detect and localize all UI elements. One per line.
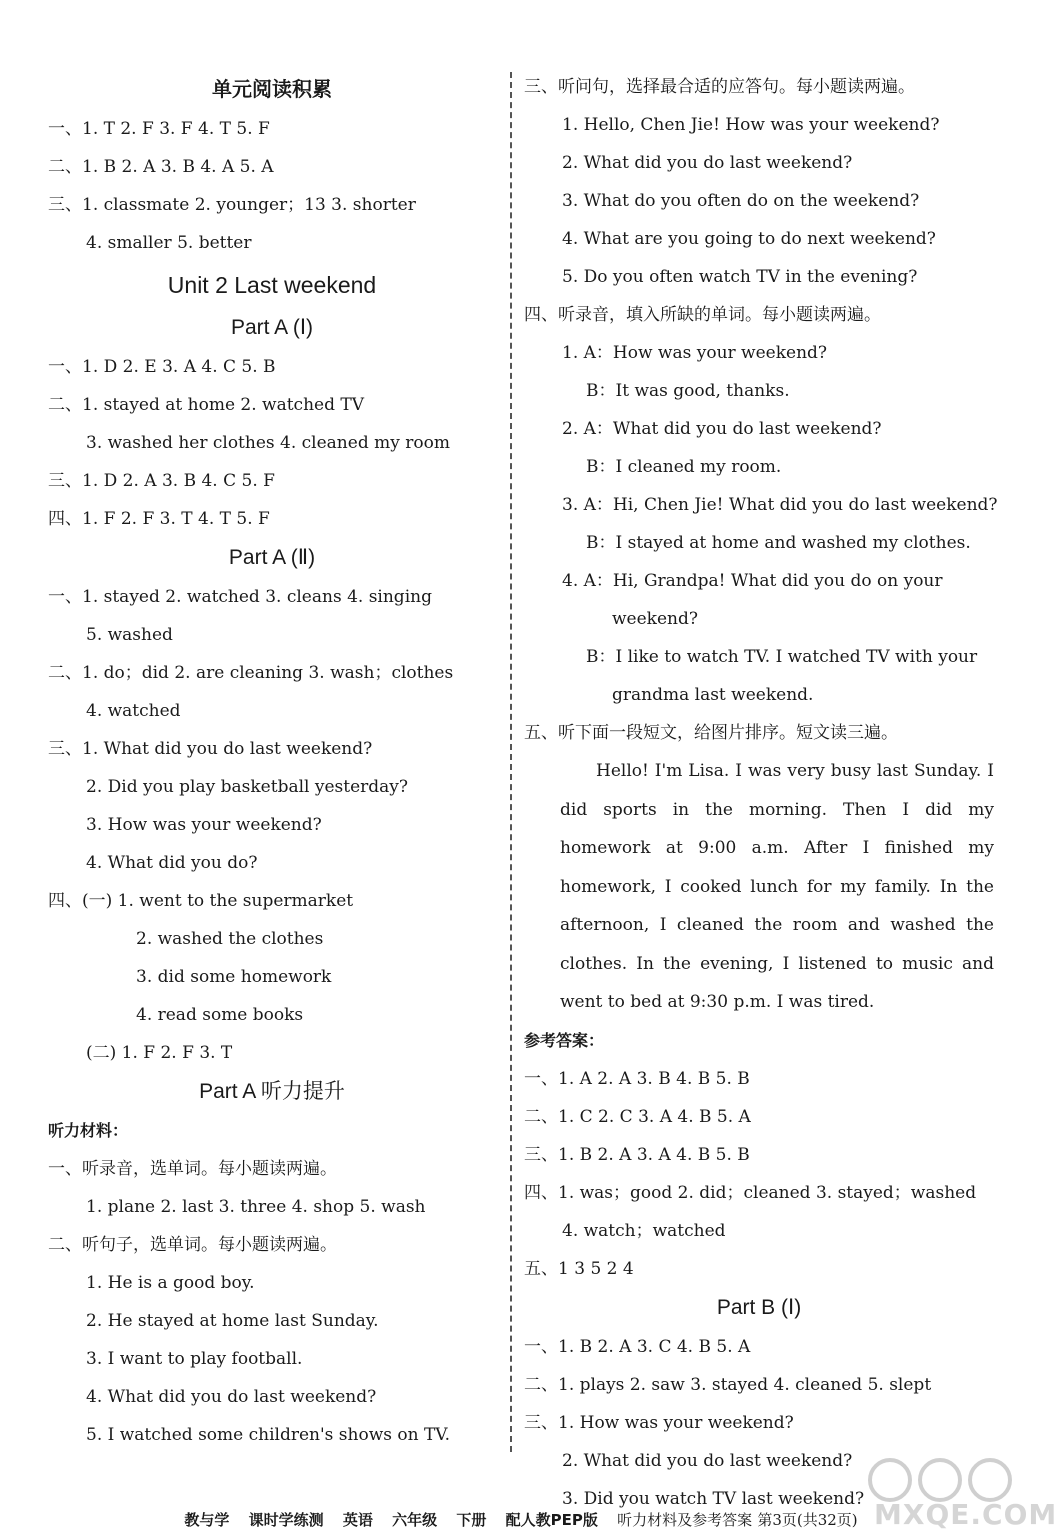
right-column: [524, 68, 998, 1518]
answer-line: 二、1. do；did 2. are cleaning 3. wash；clothes: [48, 663, 454, 683]
question-heading: 一、听录音，选单词。每小题读两遍。: [48, 1159, 337, 1179]
answer-line: 1. plane 2. last 3. three 4. shop 5. wash: [86, 1197, 426, 1217]
footer-section: 听力材料及参考答案: [617, 1511, 753, 1529]
dialog-line: 3. A：Hi, Chen Jie! What did you do last weekend?: [562, 495, 998, 515]
answer-line: 2. What did you do last weekend?: [562, 1450, 853, 1471]
dialog-line: weekend?: [612, 609, 698, 629]
answer-line: 一、1. T 2. F 3. F 4. T 5. F: [48, 119, 270, 139]
footer-subject: 英语: [342, 1511, 373, 1529]
answer-line: 3. washed her clothes 4. cleaned my room: [86, 433, 450, 453]
answer-line: 一、1. stayed 2. watched 3. cleans 4. singing: [48, 587, 432, 607]
answer-line: 一、1. D 2. E 3. A 4. C 5. B: [48, 357, 276, 377]
footer-edition: 配人教PEP版: [505, 1511, 598, 1529]
dialog-line: grandma last weekend.: [612, 685, 814, 705]
footer-series: 课时学练测: [248, 1511, 324, 1529]
answer-line: 2. washed the clothes: [136, 929, 324, 949]
answer-line: 2. What did you do last weekend?: [562, 153, 853, 173]
answer-line: 4. watch；watched: [562, 1220, 726, 1241]
answer-line: 4. What did you do?: [86, 853, 258, 873]
part-title: Part A 听力提升: [199, 1080, 345, 1103]
answer-line: 五、1 3 5 2 4: [524, 1258, 634, 1279]
passage: [524, 752, 994, 1022]
answer-line: 四、(一) 1. went to the supermarket: [48, 891, 354, 911]
page-footer: [48, 1508, 994, 1532]
answer-line: 三、1. B 2. A 3. A 4. B 5. B: [524, 1144, 750, 1165]
watermark-logo: [860, 1456, 1057, 1534]
watermark-glyph-icon: [860, 1456, 1030, 1504]
dialog-line: B：I cleaned my room.: [586, 457, 782, 477]
dialog-line: B：It was good, thanks.: [586, 381, 790, 401]
answer-line: 一、1. B 2. A 3. C 4. B 5. A: [524, 1336, 751, 1357]
dialog-line: B：I stayed at home and washed my clothes.: [586, 533, 971, 553]
answer-line: 一、1. A 2. A 3. B 4. B 5. B: [524, 1068, 750, 1089]
left-column: [48, 68, 496, 1454]
answer-line: 4. smaller 5. better: [86, 233, 252, 253]
section-title-reading: 单元阅读积累: [212, 77, 332, 101]
answer-line: 3. Did you watch TV last weekend?: [562, 1488, 865, 1509]
part-title: Part B (Ⅰ): [716, 1295, 802, 1319]
passage-text: Hello! I'm Lisa. I was very busy last Sunday. I did sports in the morning. Then I did my homework at 9:00 a.m. After I finished my homework, I cooked lunch for my family. In the afternoon, I cleaned the room and washed the clothes. In the evening, I listened to music and went to bed at 9:30 p.m. I was tired.: [560, 761, 994, 1012]
answer-line: 4. watched: [86, 701, 181, 721]
answer-line: 5. washed: [86, 625, 173, 645]
watermark-text: MXQE.COM: [874, 1498, 1057, 1531]
column-divider: [510, 72, 512, 1452]
answer-line: 3. How was your weekend?: [86, 815, 322, 835]
question-heading: 二、听句子，选单词。每小题读两遍。: [48, 1235, 337, 1255]
answer-line: 5. I watched some children's shows on TV.: [86, 1425, 451, 1445]
answer-line: 4. read some books: [136, 1005, 304, 1025]
dialog-line: 1. A：How was your weekend?: [562, 343, 828, 363]
dialog-line: 4. A：Hi, Grandpa! What did you do on your: [562, 571, 943, 591]
answer-line: 4. What did you do last weekend?: [86, 1387, 377, 1407]
answer-line: 5. Do you often watch TV in the evening?: [562, 267, 918, 287]
dialog-line: 2. A：What did you do last weekend?: [562, 419, 882, 439]
answer-line: 2. He stayed at home last Sunday.: [86, 1311, 379, 1331]
answer-line: 三、1. classmate 2. younger；13 3. shorter: [48, 195, 416, 215]
answer-line: 二、1. plays 2. saw 3. stayed 4. cleaned 5. slept: [524, 1374, 932, 1395]
footer-volume: 下册: [456, 1511, 487, 1529]
answer-line: 二、1. C 2. C 3. A 4. B 5. A: [524, 1106, 751, 1127]
answer-line: 二、1. stayed at home 2. watched TV: [48, 395, 364, 415]
question-heading: 三、听问句，选择最合适的应答句。每小题读两遍。: [524, 77, 915, 97]
answer-line: (二) 1. F 2. F 3. T: [86, 1043, 233, 1063]
answer-line: 3. did some homework: [136, 967, 332, 987]
answer-line: 1. Hello, Chen Jie! How was your weekend?: [562, 115, 940, 135]
answer-line: 3. I want to play football.: [86, 1349, 303, 1369]
dialog-line: B：I like to watch TV. I watched TV with your: [586, 647, 978, 667]
answer-line: 1. He is a good boy.: [86, 1273, 255, 1293]
answer-line: 四、1. was；good 2. did；cleaned 3. stayed；washed: [524, 1182, 977, 1203]
footer-page-number: 第3页(共32页): [757, 1511, 858, 1529]
answers-label: 参考答案：: [524, 1030, 605, 1050]
listening-material-label: 听力材料：: [48, 1121, 129, 1140]
answer-line: 三、1. D 2. A 3. B 4. C 5. F: [48, 471, 275, 491]
part-title: Part A (Ⅰ): [230, 316, 314, 339]
footer-brand: 教与学: [184, 1511, 230, 1529]
unit-title: Unit 2 Last weekend: [167, 272, 377, 298]
question-heading: 五、听下面一段短文，给图片排序。短文读三遍。: [524, 723, 898, 743]
answer-line: 3. What do you often do on the weekend?: [562, 191, 920, 211]
answer-line: 三、1. What did you do last weekend?: [48, 739, 373, 759]
part-title: Part A (Ⅱ): [228, 546, 316, 569]
answer-line: 二、1. B 2. A 3. B 4. A 5. A: [48, 157, 274, 177]
answer-line: 2. Did you play basketball yesterday?: [86, 777, 409, 797]
question-heading: 四、听录音，填入所缺的单词。每小题读两遍。: [524, 305, 881, 325]
answer-line: 4. What are you going to do next weekend?: [562, 229, 936, 249]
answer-line: 三、1. How was your weekend?: [524, 1412, 794, 1433]
footer-grade: 六年级: [392, 1511, 438, 1529]
answer-line: 四、1. F 2. F 3. T 4. T 5. F: [48, 509, 270, 529]
